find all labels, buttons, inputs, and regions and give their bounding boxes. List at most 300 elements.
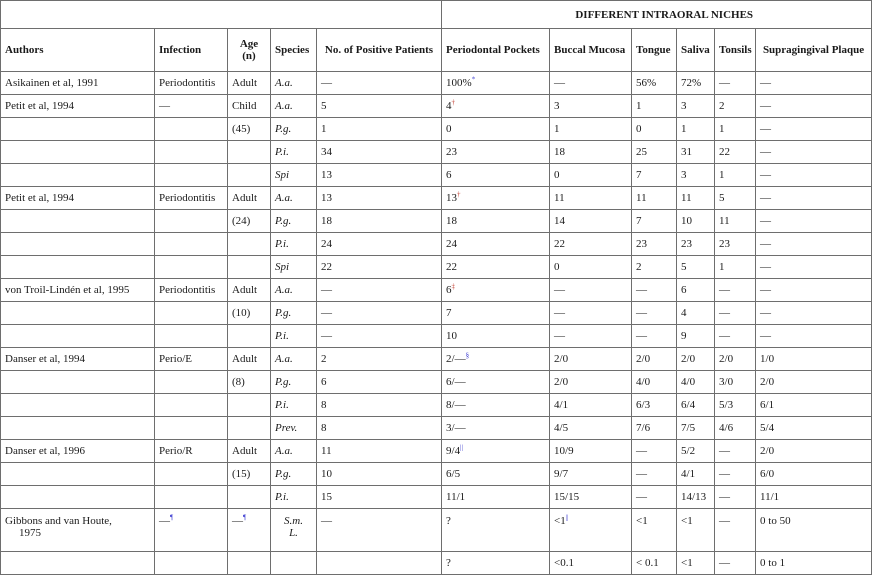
- cell-author: [1, 302, 155, 325]
- cell-species-text: P.i.: [275, 330, 289, 342]
- cell-age: [228, 210, 271, 233]
- col-species: Species: [271, 29, 317, 72]
- cell-pockets-text: 18: [446, 215, 458, 227]
- cell-age-text: Child: [232, 100, 257, 112]
- table-row: [1, 348, 872, 371]
- cell-species: [271, 187, 317, 210]
- cell-species-text: A.a.: [275, 100, 293, 112]
- cell-species: [271, 279, 317, 302]
- cell-tonsils-text: —: [719, 284, 731, 296]
- cell-buccal: [550, 233, 632, 256]
- cell-pockets: [442, 509, 550, 552]
- cell-supra-text: —: [760, 123, 772, 135]
- cell-pockets: [442, 141, 550, 164]
- cell-positives-text: 22: [321, 261, 332, 273]
- cell-positives: [317, 256, 442, 279]
- cell-supra: [756, 302, 872, 325]
- cell-supra-text: 6/1: [760, 399, 775, 411]
- cell-pockets: [442, 233, 550, 256]
- cell-tongue-text: 7: [636, 169, 642, 181]
- cell-species: [271, 233, 317, 256]
- cell-age: [228, 279, 271, 302]
- cell-buccal-text: 11: [554, 192, 565, 204]
- cell-tongue-text: 25: [636, 146, 648, 158]
- cell-tonsils: [715, 233, 756, 256]
- table-row: [1, 486, 872, 509]
- cell-age-text: Adult: [232, 445, 258, 457]
- cell-saliva: [677, 509, 715, 552]
- cell-age: [228, 302, 271, 325]
- cell-pockets-text: 6/5: [446, 468, 461, 480]
- cell-age: [228, 118, 271, 141]
- cell-positives-text: 18: [321, 215, 332, 227]
- cell-pockets-text: 11/1: [446, 491, 466, 503]
- cell-author: [1, 95, 155, 118]
- cell-buccal-text: —: [554, 307, 566, 319]
- cell-pockets: [442, 348, 550, 371]
- cell-buccal: [550, 440, 632, 463]
- cell-infection: [155, 440, 228, 463]
- cell-supra: [756, 118, 872, 141]
- cell-tonsils: [715, 552, 756, 575]
- footnote-marker: ||: [460, 443, 463, 452]
- cell-positives-text: 13: [321, 192, 332, 204]
- cell-positives-text: —: [321, 77, 332, 89]
- cell-tongue: [632, 302, 677, 325]
- cell-age: [228, 187, 271, 210]
- cell-supra-text: —: [760, 215, 772, 227]
- cell-buccal: [550, 302, 632, 325]
- table-row: [1, 256, 872, 279]
- cell-supra-text: 0 to 50: [760, 515, 791, 527]
- cell-tongue-text: 4/0: [636, 376, 651, 388]
- cell-saliva-text: 5: [681, 261, 687, 273]
- cell-tonsils-text: —: [719, 468, 731, 480]
- cell-buccal-text: —: [554, 77, 566, 89]
- cell-supra-text: 6/0: [760, 468, 775, 480]
- cell-pockets: [442, 210, 550, 233]
- cell-saliva-text: 11: [681, 192, 692, 204]
- cell-species: [271, 509, 317, 552]
- cell-buccal-text: 2/0: [554, 353, 569, 365]
- cell-buccal: [550, 509, 632, 552]
- cell-saliva-text: 31: [681, 146, 693, 158]
- cell-pockets: [442, 463, 550, 486]
- cell-supra-text: —: [760, 146, 772, 158]
- cell-species-text: P.g.: [275, 468, 292, 480]
- cell-tonsils-text: —: [719, 491, 731, 503]
- table-row: [1, 187, 872, 210]
- cell-age-text: (24): [232, 215, 251, 227]
- cell-saliva: [677, 233, 715, 256]
- footnote-marker: ¶: [243, 513, 247, 522]
- cell-saliva-text: 2/0: [681, 353, 696, 365]
- cell-tongue: [632, 509, 677, 552]
- cell-tongue-text: <1: [636, 515, 648, 527]
- table-row: [1, 72, 872, 95]
- cell-buccal: [550, 348, 632, 371]
- cell-buccal: [550, 486, 632, 509]
- cell-buccal-text: 4/1: [554, 399, 569, 411]
- cell-pockets: [442, 486, 550, 509]
- cell-infection-text: —: [159, 515, 170, 527]
- cell-pockets: [442, 118, 550, 141]
- cell-tongue: [632, 118, 677, 141]
- cell-positives: [317, 463, 442, 486]
- cell-tongue-text: —: [636, 330, 648, 342]
- cell-species: [271, 210, 317, 233]
- cell-supra: [756, 141, 872, 164]
- cell-positives: [317, 417, 442, 440]
- cell-author-text: Petit et al, 1994: [5, 100, 75, 112]
- cell-supra: [756, 509, 872, 552]
- cell-saliva-text: 72%: [681, 77, 702, 89]
- cell-tonsils: [715, 118, 756, 141]
- cell-saliva: [677, 417, 715, 440]
- cell-tonsils: [715, 187, 756, 210]
- cell-tonsils-text: —: [719, 330, 731, 342]
- cell-buccal-text: 14: [554, 215, 566, 227]
- cell-tongue: [632, 463, 677, 486]
- cell-tongue-text: 0: [636, 123, 642, 135]
- cell-supra: [756, 552, 872, 575]
- cell-supra-text: —: [760, 169, 772, 181]
- cell-tonsils-text: 2/0: [719, 353, 734, 365]
- footnote-marker: †: [457, 190, 461, 199]
- cell-tongue: [632, 440, 677, 463]
- cell-tonsils-text: —: [719, 77, 731, 89]
- cell-infection: [155, 141, 228, 164]
- cell-age-text: Adult: [232, 77, 258, 89]
- cell-pockets: [442, 95, 550, 118]
- cell-positives: [317, 141, 442, 164]
- cell-supra-text: 5/4: [760, 422, 775, 434]
- cell-tonsils: [715, 256, 756, 279]
- cell-species-text: A.a.: [275, 353, 293, 365]
- cell-author: [1, 279, 155, 302]
- cell-supra-text: —: [760, 77, 772, 89]
- cell-tongue-text: 1: [636, 100, 642, 112]
- cell-tonsils-text: 2: [719, 100, 725, 112]
- cell-tongue-text: 56%: [636, 77, 657, 89]
- col-authors: Authors: [1, 29, 155, 72]
- cell-saliva-text: 6/4: [681, 399, 696, 411]
- cell-author: [1, 325, 155, 348]
- cell-species-text: A.a.: [275, 445, 293, 457]
- cell-supra-text: —: [760, 307, 772, 319]
- cell-tonsils-text: 5/3: [719, 399, 734, 411]
- cell-positives-text: 1: [321, 123, 327, 135]
- cell-buccal: [550, 325, 632, 348]
- cell-buccal: [550, 187, 632, 210]
- cell-species-text: S.m.: [284, 515, 303, 527]
- cell-buccal: [550, 279, 632, 302]
- table-row: [1, 417, 872, 440]
- cell-species-text: A.a.: [275, 77, 293, 89]
- cell-species: [271, 440, 317, 463]
- cell-saliva-text: 9: [681, 330, 687, 342]
- cell-pockets: [442, 187, 550, 210]
- cell-buccal: [550, 164, 632, 187]
- cell-tongue-text: —: [636, 468, 648, 480]
- cell-species: [271, 95, 317, 118]
- cell-buccal: [550, 256, 632, 279]
- cell-positives-text: —: [321, 330, 332, 342]
- cell-supra-text: 2/0: [760, 376, 775, 388]
- cell-tonsils-text: 11: [719, 215, 730, 227]
- cell-supra: [756, 233, 872, 256]
- cell-positives-text: 2: [321, 353, 327, 365]
- cell-positives-text: 10: [321, 468, 332, 480]
- group-header-row: [1, 1, 872, 29]
- cell-tongue-text: 11: [636, 192, 647, 204]
- cell-infection: [155, 486, 228, 509]
- cell-age: [228, 72, 271, 95]
- cell-positives: [317, 486, 442, 509]
- cell-supra: [756, 463, 872, 486]
- cell-tonsils: [715, 279, 756, 302]
- cell-species-text: Spi: [275, 261, 290, 273]
- cell-age: [228, 394, 271, 417]
- cell-tongue: [632, 417, 677, 440]
- cell-age: [228, 256, 271, 279]
- table-row: [1, 302, 872, 325]
- cell-age-text: (10): [232, 307, 251, 319]
- cell-pockets-text: ?: [446, 515, 451, 527]
- cell-tonsils: [715, 210, 756, 233]
- cell-species-text: A.a.: [275, 192, 293, 204]
- footnote-marker: †: [451, 98, 456, 107]
- cell-age: [228, 164, 271, 187]
- cell-positives-text: 5: [321, 100, 327, 112]
- cell-species: [271, 348, 317, 371]
- cell-tongue-text: 6/3: [636, 399, 651, 411]
- cell-tongue: [632, 394, 677, 417]
- cell-age-text: Adult: [232, 284, 258, 296]
- cell-positives: [317, 371, 442, 394]
- cell-species-text: P.g.: [275, 215, 292, 227]
- cell-buccal-text: 10/9: [554, 445, 574, 457]
- cell-species-text: P.i.: [275, 491, 289, 503]
- cell-tonsils-text: —: [719, 515, 731, 527]
- cell-age: [228, 509, 271, 552]
- cell-pockets-text: 7: [446, 307, 452, 319]
- cell-pockets-text: 2/—: [446, 353, 466, 365]
- cell-age: [228, 325, 271, 348]
- cell-age: [228, 233, 271, 256]
- table-row: [1, 552, 872, 575]
- cell-species: [271, 164, 317, 187]
- cell-buccal-text: <1: [554, 515, 566, 527]
- cell-tonsils: [715, 141, 756, 164]
- cell-author-text: Danser et al, 1994: [5, 353, 86, 365]
- cell-supra-text: —: [760, 192, 772, 204]
- cell-pockets: [442, 256, 550, 279]
- cell-saliva: [677, 210, 715, 233]
- cell-positives-text: 8: [321, 422, 327, 434]
- cell-infection-text: Periodontitis: [159, 192, 216, 204]
- cell-buccal-text: 1: [554, 123, 560, 135]
- cell-author: [1, 256, 155, 279]
- cell-author: [1, 233, 155, 256]
- cell-saliva-text: 5/2: [681, 445, 696, 457]
- cell-buccal: [550, 210, 632, 233]
- table-row: [1, 164, 872, 187]
- cell-pockets: [442, 325, 550, 348]
- table-row: [1, 95, 872, 118]
- cell-pockets-text: 100%: [446, 77, 472, 89]
- cell-buccal-text: 22: [554, 238, 566, 250]
- cell-tongue: [632, 256, 677, 279]
- cell-age: [228, 486, 271, 509]
- cell-supra: [756, 279, 872, 302]
- cell-saliva-text: 4: [681, 307, 687, 319]
- cell-saliva: [677, 118, 715, 141]
- cell-saliva: [677, 72, 715, 95]
- cell-saliva-text: 14/13: [681, 491, 707, 503]
- cell-infection-text: —: [159, 100, 170, 112]
- cell-buccal-text: 4/5: [554, 422, 569, 434]
- group-header-spacer: [1, 1, 442, 29]
- cell-author: [1, 509, 155, 552]
- cell-buccal-text: <0.1: [554, 557, 574, 569]
- cell-tonsils: [715, 394, 756, 417]
- cell-infection: [155, 552, 228, 575]
- cell-species-text: Spi: [275, 169, 290, 181]
- cell-species: [271, 302, 317, 325]
- cell-species: [271, 394, 317, 417]
- cell-infection: [155, 210, 228, 233]
- cell-supra: [756, 486, 872, 509]
- cell-positives: [317, 118, 442, 141]
- cell-pockets-text: 6: [446, 284, 452, 296]
- cell-positives-text: 24: [321, 238, 332, 250]
- cell-tonsils-text: 3/0: [719, 376, 734, 388]
- cell-tonsils: [715, 95, 756, 118]
- cell-tongue: [632, 164, 677, 187]
- cell-tonsils: [715, 302, 756, 325]
- cell-species-text: Prev.: [275, 422, 298, 434]
- cell-age-text: (45): [232, 123, 251, 135]
- cell-positives: [317, 325, 442, 348]
- cell-pockets: [442, 394, 550, 417]
- cell-supra: [756, 440, 872, 463]
- cell-saliva: [677, 486, 715, 509]
- cell-tongue: [632, 233, 677, 256]
- cell-author-text: von Troil-Lindén et al, 1995: [5, 284, 130, 296]
- cell-buccal-text: —: [554, 330, 566, 342]
- cell-species: [271, 486, 317, 509]
- cell-age: [228, 371, 271, 394]
- cell-age: [228, 552, 271, 575]
- cell-positives: [317, 552, 442, 575]
- cell-author: [1, 210, 155, 233]
- cell-buccal-text: 18: [554, 146, 566, 158]
- cell-saliva: [677, 371, 715, 394]
- cell-species-text: P.g.: [275, 123, 292, 135]
- cell-positives-text: 34: [321, 146, 332, 158]
- cell-saliva: [677, 141, 715, 164]
- column-header-row: [1, 29, 872, 72]
- cell-tonsils-text: —: [719, 307, 731, 319]
- niches-group-header: DIFFERENT INTRAORAL NICHES: [442, 1, 872, 29]
- cell-tonsils-text: 5: [719, 192, 725, 204]
- cell-author: [1, 440, 155, 463]
- cell-saliva-text: 3: [681, 169, 687, 181]
- cell-tongue: [632, 72, 677, 95]
- cell-species-text-2: L.: [289, 527, 298, 539]
- cell-infection: [155, 325, 228, 348]
- cell-pockets: [442, 417, 550, 440]
- cell-author: [1, 72, 155, 95]
- cell-positives: [317, 72, 442, 95]
- cell-buccal-text: 0: [554, 169, 560, 181]
- cell-infection: [155, 256, 228, 279]
- cell-supra-text: —: [760, 284, 772, 296]
- col-periodontal-pockets: Periodontal Pockets: [442, 29, 550, 72]
- cell-species-text: P.i.: [275, 238, 289, 250]
- cell-author: [1, 141, 155, 164]
- cell-infection: [155, 164, 228, 187]
- footnote-marker: *: [471, 75, 476, 84]
- table-row: [1, 141, 872, 164]
- cell-saliva-text: 4/0: [681, 376, 696, 388]
- cell-positives: [317, 233, 442, 256]
- table-row: [1, 371, 872, 394]
- cell-age: [228, 417, 271, 440]
- cell-saliva: [677, 279, 715, 302]
- table-row: [1, 233, 872, 256]
- cell-age-text: Adult: [232, 192, 258, 204]
- cell-tongue-text: 7: [636, 215, 642, 227]
- cell-positives: [317, 187, 442, 210]
- cell-infection: [155, 72, 228, 95]
- cell-tongue-text: —: [636, 491, 648, 503]
- cell-pockets-text: 3/—: [446, 422, 466, 434]
- cell-pockets: [442, 72, 550, 95]
- cell-species: [271, 72, 317, 95]
- cell-supra: [756, 210, 872, 233]
- cell-tongue-text: —: [636, 307, 648, 319]
- cell-positives: [317, 440, 442, 463]
- cell-age: [228, 141, 271, 164]
- cell-infection: [155, 95, 228, 118]
- cell-tonsils: [715, 417, 756, 440]
- cell-pockets-text: 6/—: [446, 376, 466, 388]
- cell-tongue: [632, 210, 677, 233]
- col-positive-patients: No. of Positive Patients: [317, 29, 442, 72]
- cell-infection: [155, 279, 228, 302]
- cell-supra: [756, 394, 872, 417]
- cell-pockets: [442, 371, 550, 394]
- cell-saliva: [677, 256, 715, 279]
- table-row: [1, 279, 872, 302]
- cell-tongue-text: 2: [636, 261, 642, 273]
- cell-pockets: [442, 552, 550, 575]
- cell-author-text: Danser et al, 1996: [5, 445, 86, 457]
- cell-tonsils: [715, 371, 756, 394]
- cell-buccal-text: —: [554, 284, 566, 296]
- cell-supra: [756, 72, 872, 95]
- cell-author-text: Asikainen et al, 1991: [5, 77, 99, 89]
- cell-author: [1, 164, 155, 187]
- cell-tonsils: [715, 463, 756, 486]
- cell-supra-text: 1/0: [760, 353, 775, 365]
- cell-pockets-text: 0: [446, 123, 452, 135]
- cell-pockets: [442, 279, 550, 302]
- cell-saliva: [677, 552, 715, 575]
- col-tonsils: Tonsils: [715, 29, 756, 72]
